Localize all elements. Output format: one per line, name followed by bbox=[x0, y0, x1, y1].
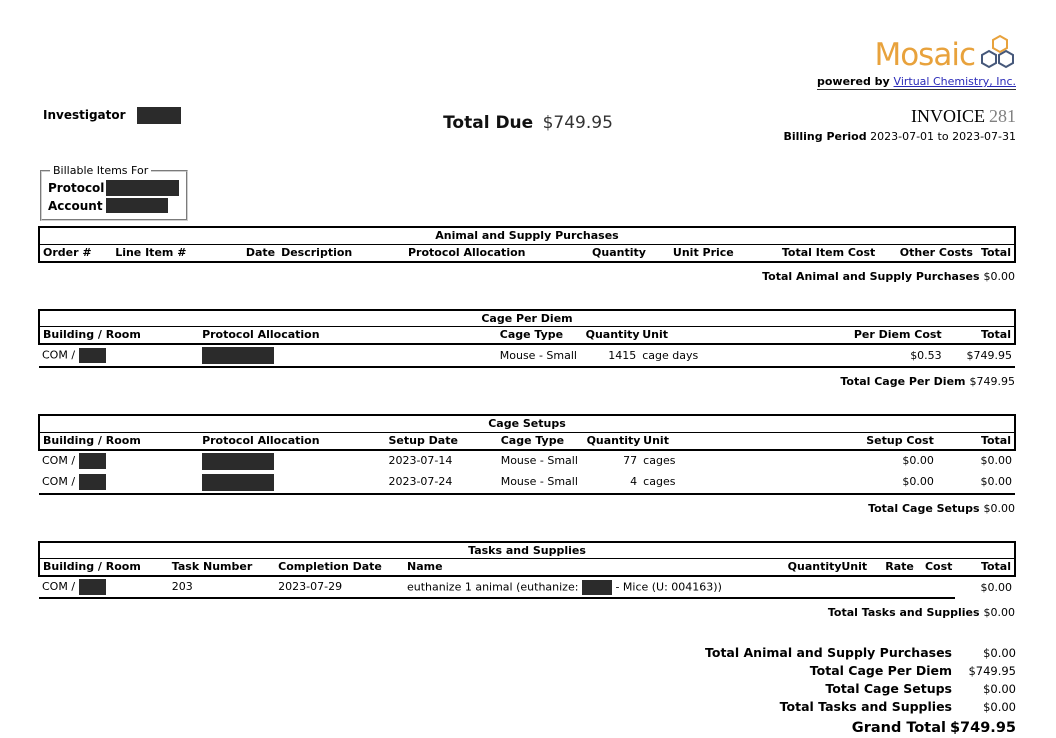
animal-supply-table bbox=[38, 226, 1016, 263]
cage-per-diem-total-value: $749.95 bbox=[969, 375, 1015, 388]
col-unit: Unit bbox=[639, 327, 737, 344]
summary-row bbox=[38, 645, 1016, 663]
cage-type-value: Mouse - Small bbox=[498, 472, 584, 494]
protocol-label: Protocol bbox=[48, 181, 105, 195]
cage-per-diem-section bbox=[38, 309, 1016, 389]
summary-value: $0.00 bbox=[983, 682, 1016, 696]
building-room-value: COM / bbox=[42, 580, 76, 593]
cage-setups-total-label: Total Cage Setups bbox=[868, 501, 980, 515]
col-protocol-allocation: Protocol Allocation bbox=[199, 432, 385, 449]
col-total: Total bbox=[937, 432, 1015, 449]
grand-total-label: Grand Total bbox=[851, 720, 946, 736]
total-value: $0.00 bbox=[937, 472, 1015, 494]
col-total: Total bbox=[945, 327, 1015, 344]
cost-value bbox=[916, 576, 955, 598]
animal-supply-section bbox=[38, 226, 1016, 283]
completion-date-value: 2023-07-29 bbox=[275, 576, 404, 598]
invoice-summary bbox=[38, 645, 1016, 738]
grand-total-value: $749.95 bbox=[949, 720, 1016, 736]
col-quantity: Quantity bbox=[561, 244, 649, 261]
col-per-diem-cost: Per Diem Cost bbox=[737, 327, 945, 344]
billing-period-value: 2023-07-01 to 2023-07-31 bbox=[870, 129, 1016, 143]
setup-date-value: 2023-07-14 bbox=[388, 454, 453, 468]
powered-by-line bbox=[817, 75, 1016, 90]
col-setup-cost: Setup Cost bbox=[738, 432, 937, 449]
col-building-room: Building / Room bbox=[39, 432, 199, 449]
protocol-allocation-redacted-value bbox=[202, 453, 274, 470]
cage-type-value: Mouse - Small bbox=[497, 344, 583, 367]
cage-per-diem-row bbox=[39, 344, 1015, 367]
hexagons-logo-icon bbox=[976, 34, 1016, 70]
unit-value: cages bbox=[640, 472, 738, 494]
col-unit: Unit bbox=[838, 559, 882, 576]
col-name: Name bbox=[404, 559, 785, 576]
summary-label: Total Cage Setups bbox=[825, 681, 952, 696]
unit-value: cage days bbox=[639, 344, 737, 367]
quantity-value: 1415 bbox=[583, 344, 640, 367]
total-due-value: $749.95 bbox=[542, 113, 613, 133]
col-protocol-allocation: Protocol Allocation bbox=[405, 244, 561, 261]
powered-by-label: powered by bbox=[817, 75, 890, 88]
col-rate: Rate bbox=[882, 559, 916, 576]
rate-value bbox=[882, 576, 916, 598]
summary-value: $749.95 bbox=[968, 664, 1016, 678]
logo-block bbox=[817, 34, 1016, 90]
invoice-number: 281 bbox=[989, 106, 1016, 126]
animal-supply-total-label: Total Animal and Supply Purchases bbox=[762, 269, 980, 283]
col-cost: Cost bbox=[916, 559, 955, 576]
cage-setups-section bbox=[38, 414, 1016, 515]
room-redacted-value bbox=[79, 474, 106, 490]
col-date: Date bbox=[220, 244, 279, 261]
tasks-supplies-section bbox=[38, 541, 1016, 620]
cage-type-value: Mouse - Small bbox=[500, 454, 578, 468]
quantity-value bbox=[785, 576, 839, 598]
total-value: $0.00 bbox=[980, 454, 1012, 468]
account-label: Account bbox=[48, 198, 103, 213]
col-building-room: Building / Room bbox=[39, 327, 199, 344]
tasks-supplies-total-value: $0.00 bbox=[983, 606, 1015, 619]
billable-items-fieldset bbox=[40, 164, 188, 221]
tasks-supplies-total-label: Total Tasks and Supplies bbox=[827, 606, 980, 619]
col-order-number: Order # bbox=[39, 244, 112, 261]
cage-per-diem-total-label: Total Cage Per Diem bbox=[840, 375, 966, 388]
room-redacted-value bbox=[79, 453, 106, 469]
col-unit-price: Unit Price bbox=[649, 244, 737, 261]
building-room-value: COM / bbox=[42, 348, 76, 362]
setup-cost-value: $0.00 bbox=[738, 472, 937, 494]
col-completion-date: Completion Date bbox=[275, 559, 404, 576]
quantity-value: 4 bbox=[584, 472, 641, 494]
col-unit: Unit bbox=[640, 432, 738, 449]
col-other-costs: Other Costs bbox=[878, 244, 976, 261]
unit-value bbox=[838, 576, 882, 598]
tasks-supplies-total bbox=[38, 606, 1016, 619]
col-total: Total bbox=[976, 244, 1015, 261]
summary-row bbox=[38, 681, 1016, 699]
total-due-label: Total Due bbox=[443, 113, 534, 133]
setup-cost-value: $0.00 bbox=[902, 454, 934, 468]
invoice-label: INVOICE bbox=[911, 106, 985, 126]
col-quantity: Quantity bbox=[583, 327, 640, 344]
invoice-block bbox=[783, 107, 1016, 143]
cage-setups-title: Cage Setups bbox=[39, 415, 1015, 432]
summary-value: $0.00 bbox=[983, 646, 1016, 660]
tasks-supplies-title: Tasks and Supplies bbox=[39, 542, 1015, 559]
virtual-chemistry-link[interactable]: Virtual Chemistry, Inc. bbox=[893, 75, 1016, 88]
col-cage-type: Cage Type bbox=[498, 432, 584, 449]
animal-supply-total-value: $0.00 bbox=[983, 269, 1015, 283]
animal-supply-total bbox=[38, 270, 1016, 283]
task-name-value: euthanize 1 animal (euthanize: - Mice (U: 004163)) bbox=[404, 576, 785, 598]
billable-items-legend: Billable Items For bbox=[53, 164, 149, 177]
account-redacted-value bbox=[106, 198, 168, 213]
cage-setups-row bbox=[39, 472, 1015, 494]
summary-value: $0.00 bbox=[983, 700, 1016, 714]
grand-total-row bbox=[38, 720, 1016, 738]
col-total: Total bbox=[955, 559, 1015, 576]
cage-setups-row bbox=[39, 450, 1015, 472]
mosaic-logo-text: Mosaic bbox=[874, 37, 975, 74]
col-protocol-allocation: Protocol Allocation bbox=[199, 327, 497, 344]
summary-row bbox=[38, 699, 1016, 717]
room-redacted-value bbox=[79, 348, 106, 363]
col-line-item-number: Line Item # bbox=[112, 244, 219, 261]
col-setup-date: Setup Date bbox=[385, 432, 497, 449]
cage-per-diem-total bbox=[38, 375, 1016, 388]
summary-row bbox=[38, 663, 1016, 681]
invoice-content bbox=[38, 226, 1016, 738]
cage-setups-total bbox=[38, 502, 1016, 515]
total-value: $749.95 bbox=[945, 344, 1015, 367]
quantity-value: 77 bbox=[623, 454, 638, 468]
unit-value: cages bbox=[643, 454, 676, 468]
building-room-value: COM / bbox=[42, 475, 76, 488]
building-room-value: COM / bbox=[42, 454, 76, 467]
summary-label: Total Cage Per Diem bbox=[809, 663, 952, 678]
col-cage-type: Cage Type bbox=[497, 327, 583, 344]
task-number-value: 203 bbox=[169, 576, 275, 598]
billing-period-label: Billing Period bbox=[783, 129, 867, 143]
tasks-supplies-row bbox=[39, 576, 1015, 598]
setup-date-value: 2023-07-24 bbox=[385, 472, 497, 494]
col-description: Description bbox=[278, 244, 405, 261]
tasks-supplies-table bbox=[38, 541, 1016, 600]
protocol-allocation-redacted-value bbox=[202, 347, 274, 364]
protocol-allocation-redacted-value bbox=[202, 474, 274, 491]
investigator-label: Investigator bbox=[43, 108, 126, 122]
col-task-number: Task Number bbox=[169, 559, 275, 576]
cage-setups-total-value: $0.00 bbox=[983, 501, 1015, 515]
col-quantity: Quantity bbox=[785, 559, 839, 576]
cage-per-diem-title: Cage Per Diem bbox=[39, 310, 1015, 327]
total-value: $0.00 bbox=[980, 580, 1012, 594]
summary-label: Total Tasks and Supplies bbox=[779, 699, 952, 714]
col-building-room: Building / Room bbox=[39, 559, 169, 576]
summary-label: Total Animal and Supply Purchases bbox=[705, 645, 952, 660]
animal-supply-title: Animal and Supply Purchases bbox=[39, 227, 1015, 244]
protocol-redacted-value bbox=[106, 180, 179, 196]
cage-setups-table bbox=[38, 414, 1016, 495]
room-redacted-value bbox=[79, 579, 106, 595]
cage-per-diem-table bbox=[38, 309, 1016, 369]
animal-redacted-value bbox=[582, 580, 612, 595]
col-quantity: Quantity bbox=[584, 432, 641, 449]
col-total-item-cost: Total Item Cost bbox=[737, 244, 879, 261]
per-diem-cost-value: $0.53 bbox=[737, 344, 945, 367]
